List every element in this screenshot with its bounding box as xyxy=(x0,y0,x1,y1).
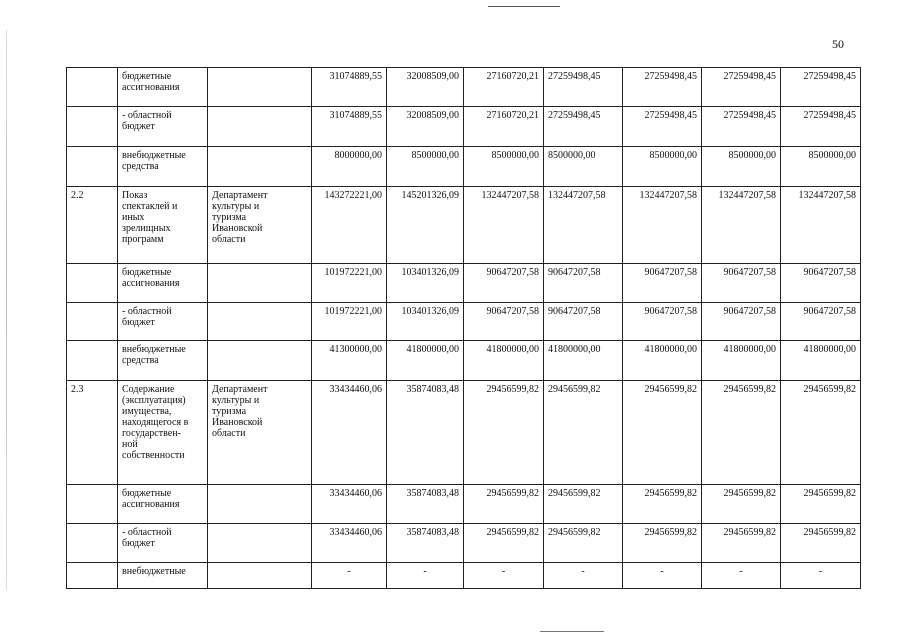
amount-value: 27259498,45 xyxy=(548,110,601,121)
amount-cell xyxy=(312,563,387,589)
row-label-line: ассигнования xyxy=(122,278,180,289)
amount-value: 32008509,00 xyxy=(406,71,459,82)
table-row xyxy=(67,303,861,341)
amount-value: 35874083,48 xyxy=(406,527,459,538)
amount-cell xyxy=(312,303,387,341)
amount-value: 29456599,82 xyxy=(548,527,601,538)
responsible-department-cell xyxy=(208,107,312,147)
row-label-line: собственности xyxy=(122,450,185,461)
amount-cell xyxy=(312,524,387,563)
amount-value: 143272221,00 xyxy=(324,190,382,201)
amount-cell xyxy=(464,485,544,524)
amount-cell xyxy=(702,341,781,381)
amount-cell xyxy=(387,187,464,264)
amount-value: - xyxy=(660,566,664,577)
amount-value: 41800000,00 xyxy=(486,344,539,355)
row-number-cell xyxy=(67,563,118,589)
table-row xyxy=(67,187,861,264)
amount-value: 29456599,82 xyxy=(803,384,856,395)
amount-value: 90647207,58 xyxy=(723,267,776,278)
amount-cell xyxy=(781,381,861,485)
amount-cell xyxy=(387,147,464,187)
amount-cell xyxy=(544,381,623,485)
row-label-line: внебюджетные xyxy=(122,150,186,161)
amount-cell xyxy=(387,341,464,381)
table-row xyxy=(67,381,861,485)
row-label-cell xyxy=(118,147,208,187)
amount-value: 27259498,45 xyxy=(644,71,697,82)
amount-cell xyxy=(781,303,861,341)
amount-cell xyxy=(781,107,861,147)
amount-cell xyxy=(464,147,544,187)
amount-cell xyxy=(312,381,387,485)
amount-cell xyxy=(702,524,781,563)
amount-value: 132447207,58 xyxy=(798,190,856,201)
amount-value: 29456599,82 xyxy=(644,488,697,499)
amount-value: - xyxy=(347,566,351,577)
row-label-line: находящегося в xyxy=(122,417,189,428)
responsible-department-cell xyxy=(208,485,312,524)
scan-artifact-left-edge xyxy=(6,30,7,590)
department-line: туризма xyxy=(212,212,247,223)
amount-value: 41800000,00 xyxy=(548,344,601,355)
responsible-department-cell xyxy=(208,68,312,107)
amount-cell xyxy=(544,303,623,341)
row-label-line: ной xyxy=(122,439,138,450)
amount-cell xyxy=(464,68,544,107)
amount-value: 29456599,82 xyxy=(803,488,856,499)
amount-cell xyxy=(623,341,702,381)
amount-value: 29456599,82 xyxy=(644,384,697,395)
row-label-line: государствен- xyxy=(122,428,181,439)
responsible-department-cell xyxy=(208,303,312,341)
amount-value: - xyxy=(501,566,506,577)
amount-value: 41300000,00 xyxy=(329,344,382,355)
department-line: Департамент xyxy=(212,190,268,201)
amount-cell xyxy=(623,563,702,589)
department-line: области xyxy=(212,234,246,245)
table-row xyxy=(67,485,861,524)
row-label-line: средства xyxy=(122,161,159,172)
responsible-department-cell xyxy=(208,341,312,381)
row-label-line: бюджетные xyxy=(122,488,172,499)
row-label-line: Показ xyxy=(122,190,148,201)
amount-cell xyxy=(623,303,702,341)
amount-cell xyxy=(387,264,464,303)
row-label-cell xyxy=(118,524,208,563)
amount-value: 33434460,06 xyxy=(329,488,382,499)
row-label-line: иных xyxy=(122,212,145,223)
department-line: туризма xyxy=(212,406,247,417)
scan-artifact-bottom xyxy=(540,631,604,632)
amount-value: 132447207,58 xyxy=(718,190,776,201)
amount-value: 41800000,00 xyxy=(803,344,856,355)
amount-value: 90647207,58 xyxy=(644,306,697,317)
amount-value: 41800000,00 xyxy=(406,344,459,355)
amount-cell xyxy=(702,563,781,589)
amount-cell xyxy=(623,524,702,563)
page-number: 50 xyxy=(832,37,844,51)
amount-value: 29456599,82 xyxy=(644,527,697,538)
amount-cell xyxy=(387,524,464,563)
row-label-cell xyxy=(118,107,208,147)
row-number-cell xyxy=(67,303,118,341)
row-label-cell xyxy=(118,381,208,485)
row-label-line: ассигнования xyxy=(122,82,180,93)
row-number-cell xyxy=(67,68,118,107)
amount-cell xyxy=(544,187,623,264)
amount-cell xyxy=(464,381,544,485)
amount-cell xyxy=(312,341,387,381)
amount-cell xyxy=(544,147,623,187)
amount-cell xyxy=(464,264,544,303)
amount-cell xyxy=(387,485,464,524)
amount-cell xyxy=(781,563,861,589)
amount-cell xyxy=(623,264,702,303)
row-label-line: внебюджетные xyxy=(122,566,186,577)
amount-cell xyxy=(464,524,544,563)
amount-value: 29456599,82 xyxy=(723,527,776,538)
responsible-department-cell xyxy=(208,187,312,264)
amount-value: 90647207,58 xyxy=(803,306,856,317)
amount-value: 90647207,58 xyxy=(723,306,776,317)
department-line: области xyxy=(212,428,246,439)
amount-value: 145201326,09 xyxy=(401,190,459,201)
amount-cell xyxy=(781,147,861,187)
amount-cell xyxy=(464,341,544,381)
table-row xyxy=(67,147,861,187)
amount-cell xyxy=(544,341,623,381)
amount-cell xyxy=(702,303,781,341)
amount-cell xyxy=(544,107,623,147)
department-line: культуры и xyxy=(212,395,260,406)
amount-value: 8500000,00 xyxy=(728,150,776,161)
amount-cell xyxy=(623,107,702,147)
amount-value: 101972221,00 xyxy=(324,267,382,278)
row-label-line: Содержание xyxy=(122,384,175,395)
row-number-cell xyxy=(67,107,118,147)
amount-value: 8500000,00 xyxy=(411,150,459,161)
amount-value: 41800000,00 xyxy=(644,344,697,355)
amount-value: 33434460,06 xyxy=(329,527,382,538)
department-line: Департамент xyxy=(212,384,268,395)
amount-value: 41800000,00 xyxy=(723,344,776,355)
amount-value: 90647207,58 xyxy=(803,267,856,278)
amount-value: 29456599,82 xyxy=(803,527,856,538)
scan-artifact-top xyxy=(488,6,560,7)
amount-value: 90647207,58 xyxy=(486,267,539,278)
row-number-cell xyxy=(67,264,118,303)
amount-cell xyxy=(702,381,781,485)
row-label-line: бюджет xyxy=(122,121,155,132)
amount-cell xyxy=(312,107,387,147)
amount-cell xyxy=(387,107,464,147)
row-label-line: спектаклей и xyxy=(122,201,178,212)
row-label-line: программ xyxy=(122,234,164,245)
row-label-cell xyxy=(118,187,208,264)
amount-cell xyxy=(623,485,702,524)
amount-cell xyxy=(702,68,781,107)
department-line: Ивановской xyxy=(212,417,263,428)
amount-value: 103401326,09 xyxy=(401,267,459,278)
amount-value: 27259498,45 xyxy=(723,110,776,121)
amount-value: 132447207,58 xyxy=(639,190,697,201)
amount-cell xyxy=(312,264,387,303)
amount-value: - xyxy=(818,566,823,577)
table-row xyxy=(67,107,861,147)
amount-value: 31074889,55 xyxy=(329,110,382,121)
amount-value: 103401326,09 xyxy=(401,306,459,317)
amount-value: - xyxy=(423,566,427,577)
amount-cell xyxy=(544,485,623,524)
amount-cell xyxy=(544,68,623,107)
amount-value: 29456599,82 xyxy=(723,384,776,395)
row-label-cell xyxy=(118,68,208,107)
amount-cell xyxy=(387,381,464,485)
amount-value: 29456599,82 xyxy=(723,488,776,499)
amount-value: 29456599,82 xyxy=(548,488,601,499)
amount-cell xyxy=(387,563,464,589)
amount-value: 132447207,58 xyxy=(548,190,606,201)
amount-value: 29456599,82 xyxy=(486,527,539,538)
row-number-cell xyxy=(67,341,118,381)
amount-cell xyxy=(312,187,387,264)
amount-cell xyxy=(387,303,464,341)
amount-value: 27259498,45 xyxy=(644,110,697,121)
amount-cell xyxy=(623,381,702,485)
amount-cell xyxy=(623,68,702,107)
amount-cell xyxy=(464,187,544,264)
amount-cell xyxy=(312,68,387,107)
amount-cell xyxy=(702,147,781,187)
table-row xyxy=(67,563,861,589)
amount-cell xyxy=(781,68,861,107)
row-label-line: бюджет xyxy=(122,317,155,328)
responsible-department-cell xyxy=(208,264,312,303)
row-number-cell xyxy=(67,524,118,563)
row-label-cell xyxy=(118,303,208,341)
table-row xyxy=(67,264,861,303)
amount-value: 27160720,21 xyxy=(486,110,539,121)
amount-value: 32008509,00 xyxy=(406,110,459,121)
amount-value: 8500000,00 xyxy=(649,150,697,161)
amount-cell xyxy=(702,485,781,524)
amount-cell xyxy=(702,264,781,303)
amount-value: 27259498,45 xyxy=(803,71,856,82)
row-label-line: (эксплуатация) xyxy=(122,395,186,406)
row-label-line: - областной xyxy=(122,306,172,317)
responsible-department-cell xyxy=(208,524,312,563)
row-label-cell xyxy=(118,563,208,589)
amount-value: - xyxy=(581,566,585,577)
row-label-cell xyxy=(118,341,208,381)
amount-value: - xyxy=(739,566,743,577)
amount-cell xyxy=(702,187,781,264)
amount-value: 8500000,00 xyxy=(548,150,596,161)
amount-value: 27259498,45 xyxy=(723,71,776,82)
amount-cell xyxy=(464,107,544,147)
table-body xyxy=(67,68,861,589)
row-label-line: внебюджетные xyxy=(122,344,186,355)
table-row xyxy=(67,68,861,107)
row-number-cell xyxy=(67,147,118,187)
department-line: культуры и xyxy=(212,201,260,212)
budget-table xyxy=(66,67,861,589)
amount-cell xyxy=(464,563,544,589)
row-label-line: имущества, xyxy=(122,406,172,417)
amount-cell xyxy=(387,68,464,107)
table-row xyxy=(67,524,861,563)
row-label-line: бюджетные xyxy=(122,71,172,82)
amount-cell xyxy=(464,303,544,341)
amount-cell xyxy=(312,147,387,187)
row-label-line: зрелищных xyxy=(122,223,171,234)
amount-value: 90647207,58 xyxy=(644,267,697,278)
row-label-line: - областной xyxy=(122,527,172,538)
amount-cell xyxy=(312,485,387,524)
amount-value: 27259498,45 xyxy=(803,110,856,121)
responsible-department-cell xyxy=(208,381,312,485)
row-label-line: ассигнования xyxy=(122,499,180,510)
amount-value: 29456599,82 xyxy=(548,384,601,395)
amount-cell xyxy=(623,187,702,264)
amount-value: 101972221,00 xyxy=(324,306,382,317)
responsible-department-cell xyxy=(208,147,312,187)
row-label-line: бюджет xyxy=(122,538,155,549)
amount-value: 29456599,82 xyxy=(486,488,539,499)
amount-cell xyxy=(781,341,861,381)
amount-value: 27160720,21 xyxy=(486,71,539,82)
amount-value: 132447207,58 xyxy=(481,190,539,201)
amount-value: 27259498,45 xyxy=(548,71,601,82)
amount-value: 35874083,48 xyxy=(406,488,459,499)
amount-value: 8000000,00 xyxy=(334,150,382,161)
table-row xyxy=(67,341,861,381)
amount-cell xyxy=(623,147,702,187)
row-number-cell: 2.3 xyxy=(67,381,118,485)
amount-value: 8500000,00 xyxy=(491,150,539,161)
row-label-cell xyxy=(118,264,208,303)
amount-value: 29456599,82 xyxy=(486,384,539,395)
row-label-line: средства xyxy=(122,355,159,366)
amount-value: 33434460,06 xyxy=(329,384,382,395)
amount-value: 90647207,58 xyxy=(548,306,601,317)
row-label-cell xyxy=(118,485,208,524)
row-label-line: бюджетные xyxy=(122,267,172,278)
amount-cell xyxy=(781,264,861,303)
department-line: Ивановской xyxy=(212,223,263,234)
amount-cell xyxy=(544,563,623,589)
responsible-department-cell xyxy=(208,563,312,589)
amount-value: 90647207,58 xyxy=(486,306,539,317)
amount-cell xyxy=(702,107,781,147)
amount-value: 90647207,58 xyxy=(548,267,601,278)
amount-value: 35874083,48 xyxy=(406,384,459,395)
row-number-cell: 2.2 xyxy=(67,187,118,264)
amount-value: 8500000,00 xyxy=(808,150,856,161)
amount-cell xyxy=(544,264,623,303)
amount-value: 31074889,55 xyxy=(329,71,382,82)
row-label-line: - областной xyxy=(122,110,172,121)
amount-cell xyxy=(781,485,861,524)
amount-cell xyxy=(781,524,861,563)
amount-cell xyxy=(544,524,623,563)
amount-cell xyxy=(781,187,861,264)
row-number-cell xyxy=(67,485,118,524)
